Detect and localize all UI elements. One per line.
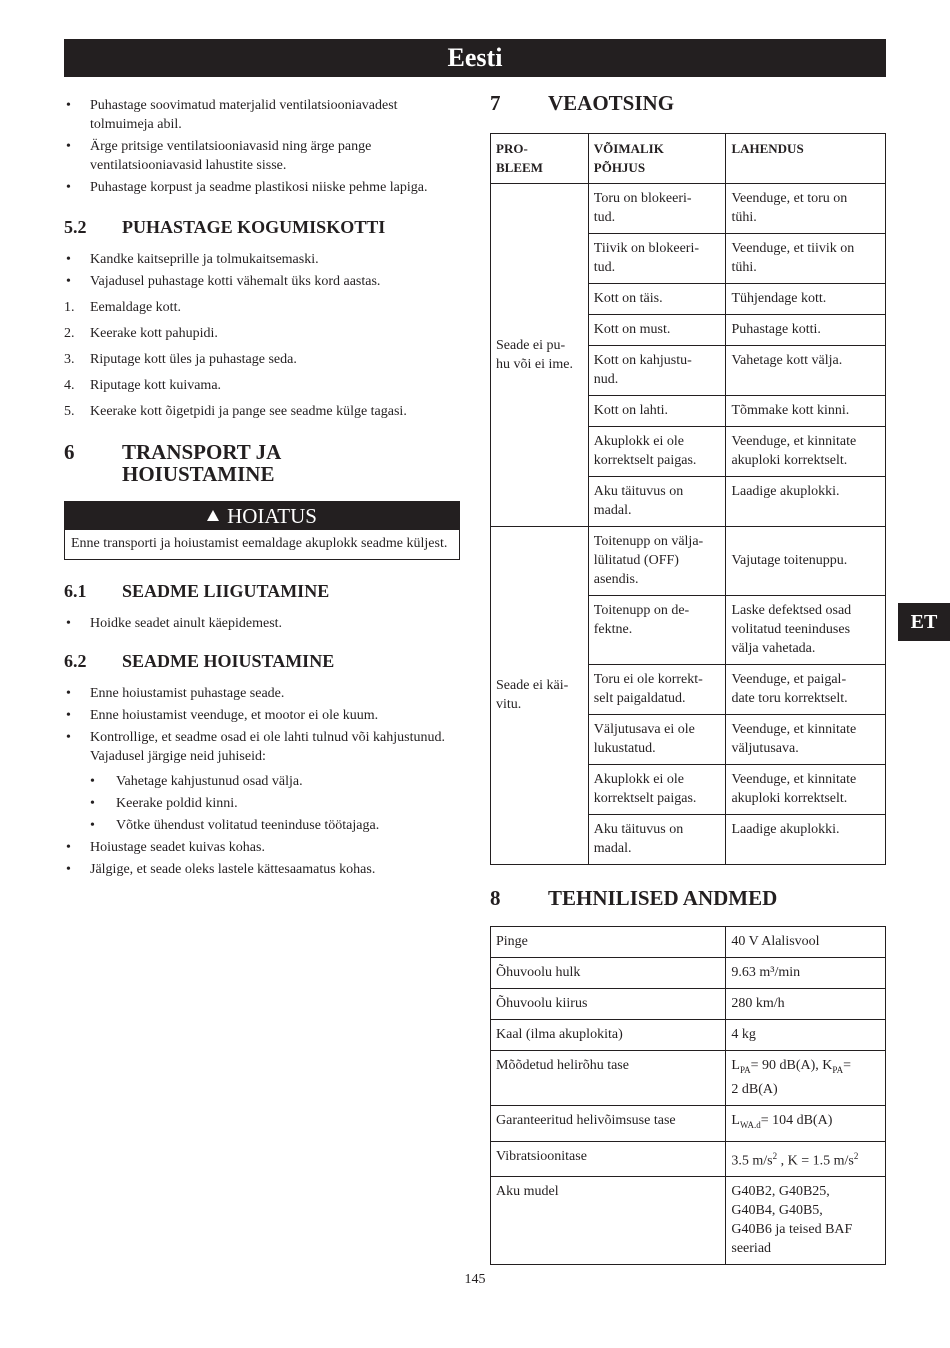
step-number: 2. — [64, 326, 75, 341]
left-column — [64, 96, 460, 882]
list-item: • Puhastage soovimatud materjalid ventilatsiooniavadest tolmuimeja abil. — [64, 96, 460, 134]
table-header-row — [491, 134, 886, 184]
troubleshooting-table — [490, 133, 886, 865]
section-number: 6.2 — [64, 651, 87, 671]
table-row — [491, 989, 886, 1020]
solution-cell: Laske defektsed osad volitatud teeninduses välja vahetada. — [726, 596, 886, 665]
table-row — [491, 527, 886, 596]
cause-cell: Akuplokk ei ole korrektselt paigas. — [588, 765, 726, 815]
section-title: SEADME LIIGUTAMINE — [122, 581, 330, 601]
table-row — [491, 1141, 886, 1177]
cause-cell: Akuplokk ei ole korrektselt paigas. — [588, 427, 726, 477]
section-title: TRANSPORT JA HOIUSTAMINE — [122, 440, 281, 486]
list-item: • Kontrollige, et seadme osad ei ole lahti tulnud või kahjustunud. Vajadusel järgige neid juhiseid: — [64, 728, 460, 766]
s52-step-list — [64, 298, 460, 421]
step-text: Riputage kott kuivama. — [90, 378, 222, 393]
list-item: • Vahetage kahjustunud osad välja. — [64, 772, 460, 791]
spec-label: Vibratsioonitase — [491, 1141, 726, 1177]
solution-cell: Veenduge, et kinnitate väljutusava. — [726, 715, 886, 765]
spec-value: 280 km/h — [726, 989, 886, 1020]
step-text: Eemaldage kott. — [90, 300, 181, 315]
spec-value — [726, 1141, 886, 1177]
solution-cell: Vahetage kott välja. — [726, 346, 886, 396]
value-part: = 90 dB(A), K — [750, 1058, 833, 1073]
step-number: 4. — [64, 378, 75, 393]
problem-cell: Seade ei käi- vitu. — [491, 527, 589, 865]
section-6-1-heading — [64, 580, 460, 602]
warning-title: HOIATUS — [227, 504, 317, 528]
solution-cell: Veenduge, et paigal- date toru korrektselt. — [726, 665, 886, 715]
list-item: • Keerake poldid kinni. — [64, 794, 460, 813]
intro-bullet-list — [64, 96, 460, 197]
table-row — [491, 1105, 886, 1141]
section-6-2-heading — [64, 650, 460, 672]
warning-header — [65, 502, 459, 530]
right-column — [490, 92, 886, 1265]
section-title: SEADME HOIUSTAMINE — [122, 651, 335, 671]
step-number: 5. — [64, 404, 75, 419]
warning-text: Enne transporti ja hoiustamist eemaldage akuplokk seadme küljest. — [71, 536, 448, 551]
value-superscript: 2 — [853, 1150, 859, 1161]
spec-value: G40B2, G40B25, G40B4, G40B5, G40B6 ja teised BAF seeriad — [726, 1177, 886, 1265]
technical-data-table — [490, 926, 886, 1265]
value-superscript: 2 — [772, 1150, 778, 1161]
value-part: L — [731, 1112, 740, 1128]
section-number: 6.1 — [64, 581, 87, 601]
list-item: • Hoiustage seadet kuivas kohas. — [64, 838, 460, 857]
column-header: LAHENDUS — [726, 134, 886, 184]
list-item — [64, 350, 460, 369]
solution-cell: Laadige akuplokki. — [726, 815, 886, 865]
cause-cell: Väljutusava ei ole lukustatud. — [588, 715, 726, 765]
list-item: • Enne hoiustamist veenduge, et mootor ei ole kuum. — [64, 706, 460, 725]
table-row — [491, 1051, 886, 1106]
column-header: PRO- BLEEM — [491, 134, 589, 184]
list-item: • Jälgige, et seade oleks lastele kättesaamatus kohas. — [64, 860, 460, 879]
list-item — [64, 298, 460, 317]
list-item: • Hoidke seadet ainult käepidemest. — [64, 614, 460, 633]
spec-value: 9.63 m³/min — [726, 958, 886, 989]
spec-label: Õhuvoolu kiirus — [491, 989, 726, 1020]
value-part: 3.5 m/s — [731, 1153, 773, 1169]
solution-cell: Laadige akuplokki. — [726, 477, 886, 527]
value-subscript: PA — [739, 1064, 751, 1075]
step-text: Riputage kott üles ja puhastage seda. — [90, 352, 297, 367]
list-item — [64, 376, 460, 395]
cause-cell: Tiivik on blokeeri- tud. — [588, 234, 726, 284]
list-item: • Enne hoiustamist puhastage seade. — [64, 684, 460, 703]
section-6-heading — [64, 441, 460, 485]
cause-cell: Toru on blokeeri- tud. — [588, 184, 726, 234]
solution-cell: Tühjendage kott. — [726, 284, 886, 315]
cause-cell: Kott on kahjustu- nud. — [588, 346, 726, 396]
spec-label: Mõõdetud helirõhu tase — [491, 1051, 726, 1106]
column-header: VÕIMALIK PÕHJUS — [588, 134, 726, 184]
solution-cell: Veenduge, et tiivik on tühi. — [726, 234, 886, 284]
table-row — [491, 1177, 886, 1265]
page-header: Eesti — [64, 39, 886, 77]
list-item — [64, 324, 460, 343]
spec-label: Aku mudel — [491, 1177, 726, 1265]
section-number: 8 — [490, 886, 501, 910]
cause-cell: Kott on must. — [588, 315, 726, 346]
table-row — [491, 958, 886, 989]
s62-bullet-list-b — [64, 838, 460, 879]
list-item: • Kandke kaitseprille ja tolmukaitsemaski. — [64, 250, 460, 269]
spec-label: Pinge — [491, 927, 726, 958]
value-part: = 104 dB(A) — [760, 1112, 833, 1128]
list-item: • Võtke ühendust volitatud teeninduse töötajaga. — [64, 816, 460, 835]
cause-cell: Kott on täis. — [588, 284, 726, 315]
spec-value — [726, 1051, 886, 1106]
cause-cell: Aku täituvus on madal. — [588, 477, 726, 527]
solution-cell: Puhastage kotti. — [726, 315, 886, 346]
list-item: • Vajadusel puhastage kotti vähemalt üks kord aastas. — [64, 272, 460, 291]
section-title: PUHASTAGE KOGUMISKOTTI — [122, 217, 386, 237]
spec-value: 4 kg — [726, 1020, 886, 1051]
s62-sub-bullet-list — [64, 772, 460, 835]
value-part: , K = 1.5 m/s — [777, 1153, 854, 1169]
step-text: Keerake kott õigetpidi ja pange see seadme külge tagasi. — [90, 404, 407, 419]
list-item: • Puhastage korpust ja seadme plastikosi niiske pehme lapiga. — [64, 178, 460, 197]
value-part: = 2 dB(A) — [731, 1058, 852, 1097]
value-part: L — [731, 1058, 740, 1073]
section-8-heading — [490, 887, 886, 909]
section-7-heading — [490, 92, 886, 114]
s61-bullet-list — [64, 614, 460, 633]
spec-label: Õhuvoolu hulk — [491, 958, 726, 989]
solution-cell: Vajutage toitenuppu. — [726, 527, 886, 596]
s52-bullet-list — [64, 250, 460, 291]
section-number: 5.2 — [64, 217, 87, 237]
spec-value: 40 V Alalisvool — [726, 927, 886, 958]
step-number: 1. — [64, 300, 75, 315]
cause-cell: Toitenupp on välja- lülitatud (OFF) asendis. — [588, 527, 726, 596]
section-title: TEHNILISED ANDMED — [548, 886, 778, 910]
s62-bullet-list — [64, 684, 460, 766]
list-item — [64, 402, 460, 421]
cause-cell: Toru ei ole korrekt- selt paigaldatud. — [588, 665, 726, 715]
table-row — [491, 1020, 886, 1051]
cause-cell: Toitenupp on de- fektne. — [588, 596, 726, 665]
cause-cell: Aku täituvus on madal. — [588, 815, 726, 865]
solution-cell: Veenduge, et kinnitate akuploki korrektselt. — [726, 765, 886, 815]
table-row — [491, 927, 886, 958]
warning-box — [64, 501, 460, 560]
list-item: • Ärge pritsige ventilatsiooniavasid ning ärge pange ventilatsiooniavasid lahustite sisse. — [64, 137, 460, 175]
step-text: Keerake kott pahupidi. — [90, 326, 218, 341]
language-tab: ET — [898, 603, 950, 641]
solution-cell: Veenduge, et toru on tühi. — [726, 184, 886, 234]
spec-label: Garanteeritud helivõimsuse tase — [491, 1105, 726, 1141]
section-5-2-heading — [64, 216, 460, 238]
spec-label: Kaal (ilma akuplokita) — [491, 1020, 726, 1051]
value-subscript: WA.d — [739, 1119, 761, 1130]
solution-cell: Tõmmake kott kinni. — [726, 396, 886, 427]
spec-value — [726, 1105, 886, 1141]
section-number: 7 — [490, 91, 501, 115]
problem-cell: Seade ei pu- hu või ei ime. — [491, 184, 589, 527]
cause-cell: Kott on lahti. — [588, 396, 726, 427]
section-number: 6 — [64, 440, 75, 464]
table-row — [491, 184, 886, 234]
step-number: 3. — [64, 352, 75, 367]
page-number: 145 — [464, 1272, 486, 1287]
value-subscript: PA — [832, 1064, 844, 1075]
warning-triangle-icon — [207, 510, 219, 521]
solution-cell: Veenduge, et kinnitate akuploki korrektselt. — [726, 427, 886, 477]
section-title: VEAOTSING — [548, 91, 675, 115]
